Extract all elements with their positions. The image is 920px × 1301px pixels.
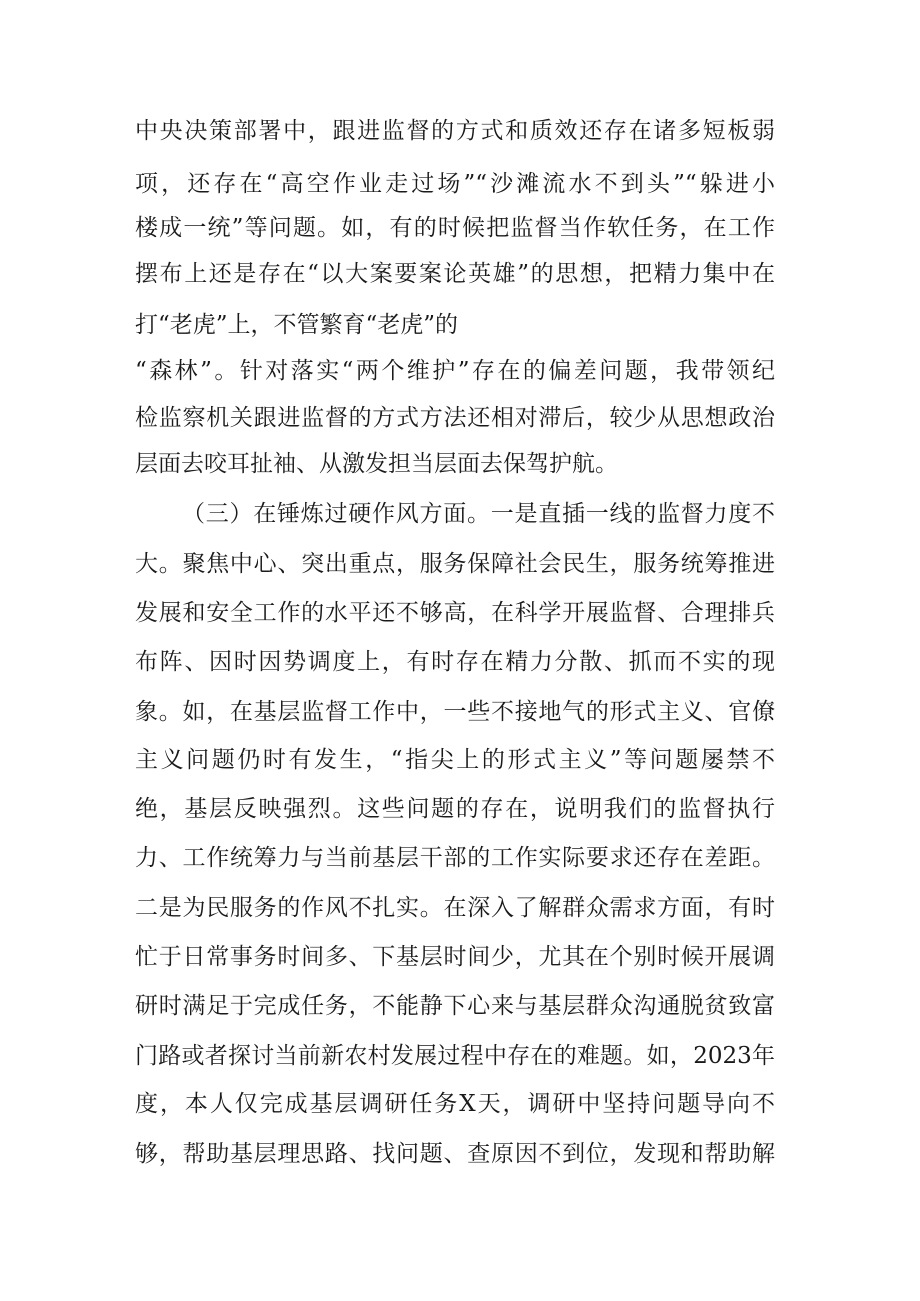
text-line: 项，还存在“高空作业走过场”“沙滩流水不到头”“躲进小 [135,171,775,197]
text-line: 中央决策部署中，跟进监督的方式和质效还存在诸多短板弱 [135,118,775,144]
text-line: 大。聚焦中心、突出重点，服务保障社会民生，服务统筹推进 [135,551,775,577]
text-line: 摆布上还是存在“以大案要案论英雄”的思想，把精力集中在 [135,261,775,287]
text-line: 象。如，在基层监督工作中，一些不接地气的形式主义、官僚 [135,699,775,725]
text-line: 打“老虎”上，不管繁育“老虎”的 [135,312,459,338]
text-line: 度，本人仅完成基层调研任务X天，调研中坚持问题导向不 [135,1091,775,1117]
text-line: 够，帮助基层理思路、找问题、查原因不到位，发现和帮助解 [135,1141,775,1167]
text-line: 层面去咬耳扯袖、从激发担当层面去保驾护航。 [135,451,618,477]
text-line: 二是为民服务的作风不扎实。在深入了解群众需求方面，有时 [135,895,775,921]
text-line: 研时满足于完成任务，不能静下心来与基层群众沟通脱贫致富 [135,993,775,1019]
text-line: “森林”。针对落实“两个维护”存在的偏差问题，我带领纪 [135,358,775,384]
text-line: 主义问题仍时有发生，“指尖上的形式主义”等问题屡禁不 [135,747,775,773]
text-line: 发展和安全工作的水平还不够高，在科学开展监督、合理排兵 [135,600,775,626]
text-line: 门路或者探讨当前新农村发展过程中存在的难题。如，2023年 [135,1043,775,1069]
text-line: 绝，基层反映强烈。这些问题的存在，说明我们的监督执行 [135,796,775,822]
text-line: 力、工作统筹力与当前基层干部的工作实际要求还存在差距。 [135,845,775,871]
paragraph-start-line: （三）在锤炼过硬作风方面。一是直插一线的监督力度不 [182,501,775,527]
text-line: 检监察机关跟进监督的方式方法还相对滞后，较少从思想政治 [135,405,775,431]
text-line: 忙于日常事务时间多、下基层时间少，尤其在个别时候开展调 [135,944,775,970]
text-line: 楼成一统”等问题。如，有的时候把监督当作软任务，在工作 [135,215,775,241]
text-line: 布阵、因时因势调度上，有时存在精力分散、抓而不实的现 [135,649,775,675]
